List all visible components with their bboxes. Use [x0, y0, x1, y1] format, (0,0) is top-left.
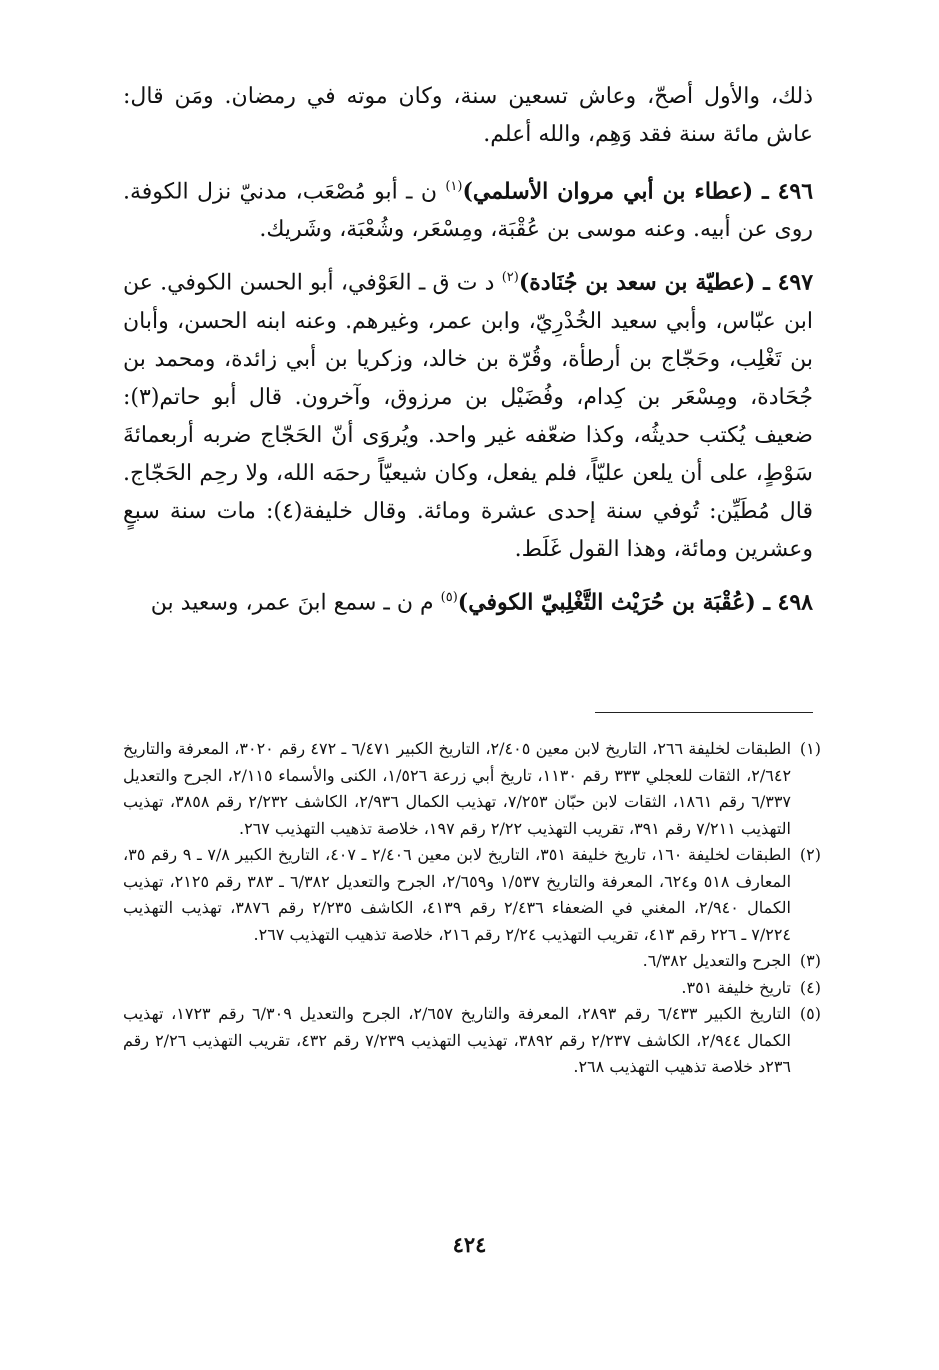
- entry-body: ن ـ أبو مُصْعَب، مدنيّ نزل الكوفة. روى عن أبيه. وعنه موسى بن عُقْبَة، ومِسْعَر، وشُعْبَة، وشَريك.: [123, 179, 813, 243]
- footnote-ref: (٥): [440, 589, 458, 605]
- entry-heading: (عطاء بن أبي مروان الأسلمي): [462, 178, 754, 205]
- entry-heading: (عطيّة بن سعد بن جُنَادة): [518, 269, 756, 296]
- footnote-number: (١): [799, 739, 821, 758]
- entry-number: ٤٩٨: [777, 588, 813, 615]
- entry-497: ٤٩٧ ـ (عطيّة بن سعد بن جُنَادة)$^{(٢)}$ د ت ق ـ العَوْفي، أبو الحسن الكوفي. عن ابن عبّاس، وأبي سعيد الخُدْرِيّ، وابن عمر، وغيرهم. وعنه ابنه الحسن، وأبان بن تَغْلِب، وحَجّاج بن أرطأة، وقُرّة بن خالد، وزكريا بن أبي زائدة، ومحمد بن جُحَادة، ومِسْعَر بن كِدام، وفُضَيْل بن مرزوق، وآخرون. قال أبو حاتم(٣): ضعيف يُكتب حديثُه، وكذا ضعّفه غير واحد. ويُروَى أنّ الحَجّاج ضربه أربعمائةَ سَوْطٍ، على أن يلعن عليّاً، فلم يفعل، وكان شيعيّاً رحمَه الله، ولا رحِم الحَجّاج. قال مُطَيِّن: تُوفي سنة إحدى عشرة ومائة. وقال خليفة(٤): مات سنة سبعٍ وعشرين ومائة، وهذا القول غَلَط.: [123, 269, 814, 562]
- footnote-number: (٣): [799, 951, 821, 970]
- footnotes: [123, 736, 821, 1081]
- footnote-2: [123, 842, 821, 948]
- page-number: ٤٢٤: [452, 1232, 487, 1257]
- footnote-ref: (١): [445, 179, 463, 194]
- footnote-5: [123, 1001, 821, 1081]
- entry-496: ٤٩٦ ـ (عطاء بن أبي مروان الأسلمي)$^{(١)}$ ن ـ أبو مُصْعَب، مدنيّ نزل الكوفة. روى عن أبيه. وعنه موسى بن عُقْبَة، ومِسْعَر، وشُعْبَة، وشَريك.: [123, 178, 814, 243]
- footnote-3: [123, 948, 821, 975]
- main-text: [123, 78, 813, 632]
- intro-paragraph: ذلك، والأول أصحّ، وعاش تسعين سنة، وكان موته في رمضان. ومَن قال: عاش مائة سنة فقد وَهِم، والله أعلم.: [123, 84, 813, 147]
- entry-number: ٤٩٦: [777, 178, 814, 205]
- footnote-4: [123, 975, 821, 1002]
- footnote-1: [123, 736, 821, 842]
- footnote-text: الجرح والتعديل ٦/٣٨٢.: [642, 951, 791, 970]
- footnote-text: الطبقات لخليفة ٢٦٦، التاريخ لابن معين ٢/٤٠٥، التاريخ الكبير ٦/٤٧١ ـ ٤٧٢ رقم ٣٠٢٠، المعرفة والتاريخ ٢/٦٤٢، الثقات للعجلي ٣٣٣ رقم ١١٣٠، تاريخ أبي زرعة ١/٥٢٦، الكنى والأسماء ٢/١١٥، الجرح والتعديل ٦/٣٣٧ رقم ١٨٦١، الثقات لابن حبّان ٧/٢٥٣، تهذيب الكمال ٢/٩٣٦، الكاشف ٢/٢٣٢ رقم ٣٨٥٨، تهذيب التهذيب ٧/٢١١ رقم ٣٩١، تقريب التهذيب ٢/٢٢ رقم ١٩٧، خلاصة تذهيب التهذيب ٢٦٧.: [123, 739, 792, 838]
- entry-498: ٤٩٨ ـ (عُقْبَة بن حُرَيْث التَّغْلِبيّ الكوفي)$^{(٥)}$ م ن ـ سمع ابنَ عمر، وسعيد بن: [150, 588, 813, 615]
- footnote-number: (٥): [799, 1004, 821, 1023]
- footnote-separator: [595, 712, 813, 713]
- footnote-text: التاريخ الكبير ٦/٤٣٣ رقم ٢٨٩٣، المعرفة والتاريخ ٢/٦٥٧، الجرح والتعديل ٦/٣٠٩ رقم ١٧٢٣، تهذيب الكمال ٢/٩٤٤، الكاشف ٢/٢٣٧ رقم ٣٨٩٢، تهذيب التهذيب ٧/٢٣٩ رقم ٤٣٢، تقريب التهذيب ٢/٢٦ رقم ٢٣٦د خلاصة تذهيب التهذيب ٢٦٨.: [123, 1004, 792, 1076]
- footnote-text: تاريخ خليفة ٣٥١.: [681, 977, 791, 997]
- entry-body: م ن ـ سمع ابنَ عمر، وسعيد بن: [150, 589, 434, 615]
- entry-number: ٤٩٧: [777, 269, 814, 296]
- footnote-number: (٤): [799, 977, 821, 997]
- entry-heading: (عُقْبَة بن حُرَيْث التَّغْلِبيّ الكوفي): [457, 588, 756, 615]
- footnote-number: (٢): [799, 845, 821, 864]
- footnote-text: الطبقات لخليفة ١٦٠، تاريخ خليفة ٣٥١، التاريخ لابن معين ٢/٤٠٦ ـ ٤٠٧، التاريخ الكبير ٧/٨ ـ ٩ رقم ٣٥، المعارف ٥١٨ و٦٢٤، المعرفة والتاريخ ١/٥٣٧ و٢/٦٥٩، الجرح والتعديل ٦/٣٨٢ ـ ٣٨٣ رقم ٢١٢٥، تهذيب الكمال ٢/٩٤٠، المغني في الضعفاء ٢/٤٣٦ رقم ٤١٣٩، الكاشف ٢/٢٣٥ رقم ٣٨٧٦، تهذيب التهذيب ٧/٢٢٤ ـ ٢٢٦ رقم ٤١٣، تقريب التهذيب ٢/٢٤ رقم ٢١٦، خلاصة تذهيب التهذيب ٢٦٧.: [123, 845, 792, 944]
- footnote-ref: (٢): [501, 270, 519, 286]
- entry-body: د ت ق ـ العَوْفي، أبو الحسن الكوفي. عن ابن عبّاس، وأبي سعيد الخُدْرِيّ، وابن عمر، وغيرهم. وعنه ابنه الحسن، وأبان بن تَغْلِب، وحَجّاج بن أرطأة، وقُرّة بن خالد، وزكريا بن أبي زائدة، ومحمد بن جُحَادة، ومِسْعَر بن كِدام، وفُضَيْل بن مرزوق، وآخرون. قال أبو حاتم(٣): ضعيف يُكتب حديثُه، وكذا ضعّفه غير واحد. ويُروَى أنّ الحَجّاج ضربه أربعمائةَ سَوْطٍ، على أن يلعن عليّاً، فلم يفعل، وكان شيعيّاً رحمَه الله، ولا رحِم الحَجّاج. قال مُطَيِّن: تُوفي سنة إحدى عشرة ومائة. وقال خليفة(٤): مات سنة سبعٍ وعشرين ومائة، وهذا القول غَلَط.: [123, 270, 813, 562]
